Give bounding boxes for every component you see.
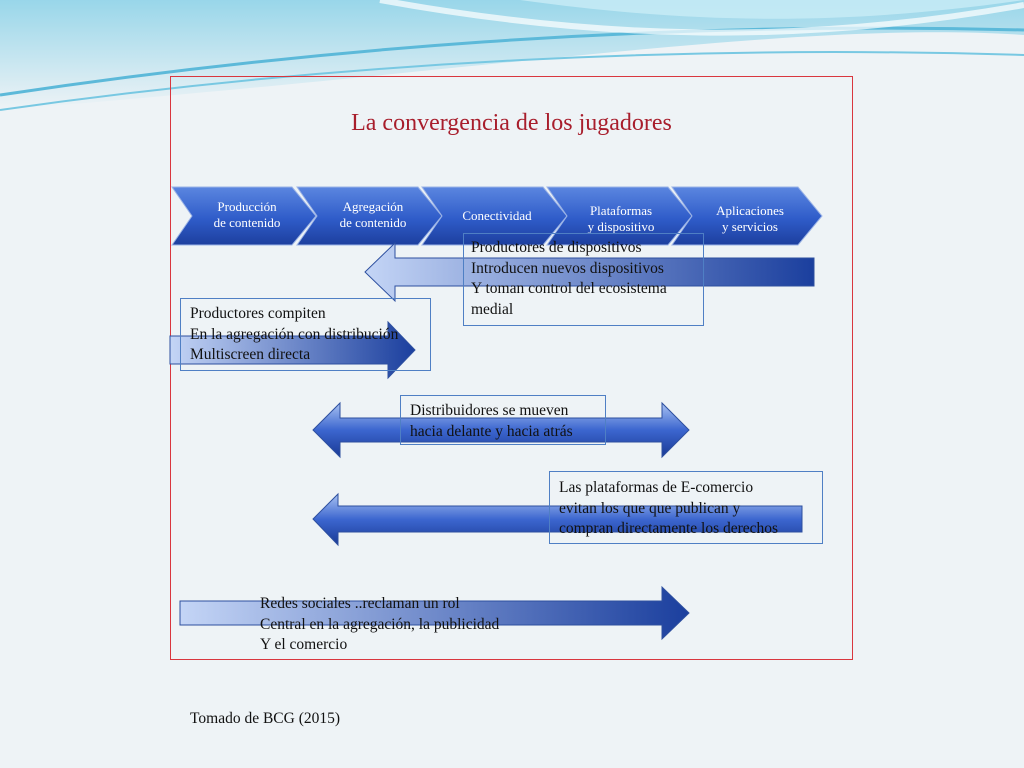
- text-line: Productores de dispositivos: [471, 239, 642, 256]
- chevron-label-plataformas: [566, 203, 676, 235]
- text-line: Multiscreen directa: [190, 346, 311, 363]
- text-line: Redes sociales ..reclaman un rol: [260, 595, 460, 612]
- chevron-label-conectividad: [442, 208, 552, 224]
- text-line: compran directamente los derechos: [559, 520, 779, 537]
- chevron-label-line: y servicios: [722, 219, 778, 234]
- text-line: evitan los que que publican y: [559, 499, 741, 517]
- text-line: Y el comercio: [260, 636, 348, 653]
- chevron-label-line: Producción: [217, 199, 277, 214]
- text-line: Las plataformas de E-comercio: [559, 479, 754, 496]
- slide-title: La convergencia de los jugadores: [351, 110, 672, 136]
- text-line: Y toman control del ecosistema: [471, 280, 667, 297]
- chevron-label-line: Conectividad: [462, 208, 532, 223]
- text-producers-compete: [190, 304, 398, 366]
- source-credit: Tomado de BCG (2015): [190, 710, 341, 727]
- chevron-label-line: Plataformas: [589, 203, 653, 218]
- chevron-label-agregacion: [318, 199, 428, 231]
- text-ecommerce: [559, 478, 778, 540]
- text-line: hacia delante y hacia atrás: [410, 422, 573, 440]
- text-line: Productores compiten: [190, 305, 326, 322]
- chevron-label-aplicaciones: [694, 203, 806, 235]
- text-distributors: [410, 401, 573, 442]
- chevron-label-line: de contenido: [339, 215, 407, 230]
- chevron-label-line: de contenido: [213, 215, 281, 230]
- text-line: Central en la agregación, la publicidad: [260, 615, 500, 633]
- text-line: En la agregación con distribución: [190, 325, 399, 343]
- chevron-label-line: Agregación: [342, 199, 404, 214]
- text-line: Distribuidores se mueven: [410, 402, 569, 419]
- text-device-producers: [471, 238, 667, 320]
- text-line: Introducen nuevos dispositivos: [471, 259, 664, 277]
- chevron-label-line: y dispositivo: [587, 219, 655, 234]
- text-social-networks: [260, 594, 499, 656]
- chevron-label-line: Aplicaciones: [716, 203, 784, 218]
- chevron-label-produccion: [192, 199, 302, 231]
- text-line: medial: [471, 300, 514, 318]
